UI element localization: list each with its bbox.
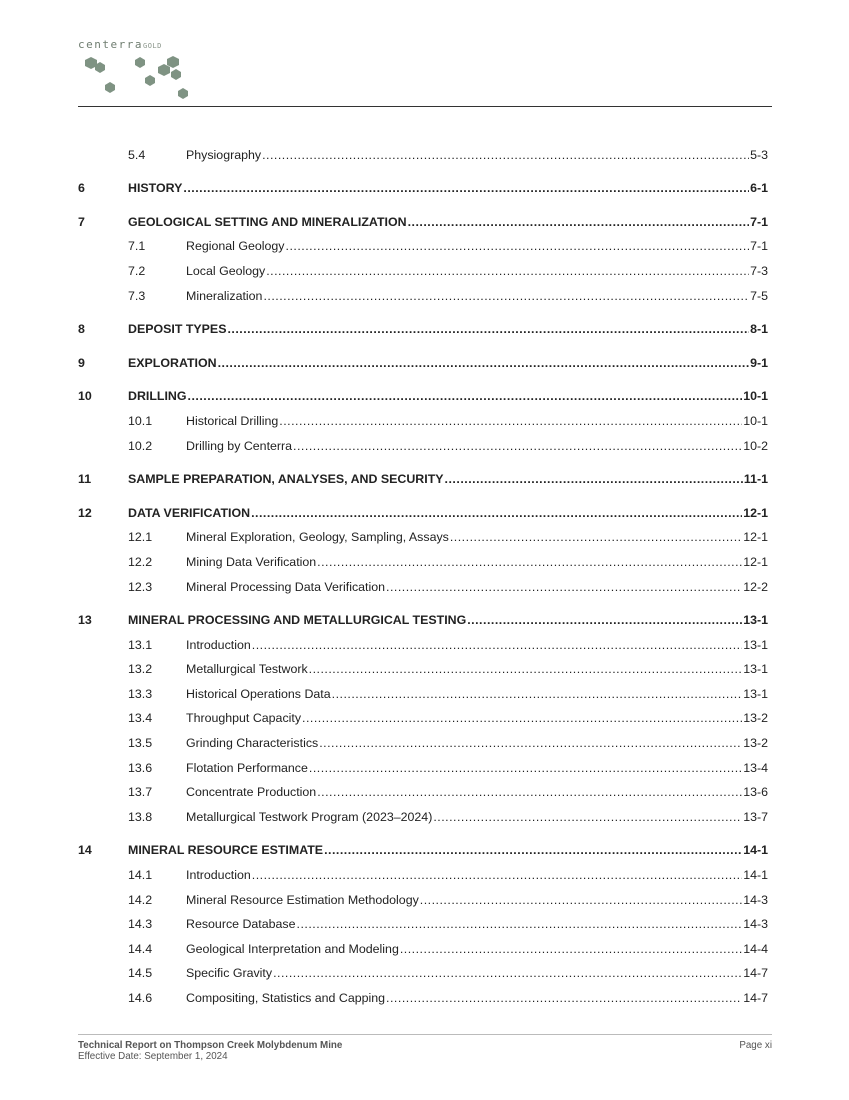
toc-dot-leader (450, 530, 742, 544)
toc-entry-title: Concentrate Production (186, 785, 317, 800)
footer-divider (78, 1034, 772, 1035)
footer-effective-date: Effective Date: September 1, 2024 (78, 1051, 228, 1062)
toc-entry-number: 13.4 (128, 711, 153, 726)
header-divider (78, 106, 772, 107)
toc-entry-number: 14.5 (128, 966, 153, 981)
toc-entry-number: 5.4 (128, 147, 146, 162)
toc-entry-title: Mineral Exploration, Geology, Sampling, Assays (186, 530, 449, 545)
toc-subsection-entry[interactable] (78, 956, 768, 981)
toc-entry-page: 13-1 (743, 662, 768, 677)
toc-entry-title: Mineralization (186, 288, 263, 303)
toc-dot-leader (309, 662, 743, 676)
toc-entry-number: 7.1 (128, 239, 146, 254)
toc-dot-leader (252, 638, 742, 652)
toc-entry-title: Drilling by Centerra (186, 438, 293, 453)
toc-entry-title: DEPOSIT TYPES (128, 322, 227, 337)
toc-entry-number: 10 (78, 389, 92, 404)
toc-dot-leader (286, 239, 750, 253)
toc-entry-page: 13-2 (743, 736, 768, 751)
toc-dot-leader (420, 893, 742, 907)
toc-section-entry[interactable] (78, 204, 768, 229)
hexagon-icon (167, 56, 179, 68)
toc-entry-page: 6-1 (750, 181, 768, 196)
toc-entry-title: Grinding Characteristics (186, 736, 319, 751)
toc-dot-leader (319, 736, 742, 750)
toc-entry-page: 14-1 (743, 843, 768, 858)
toc-entry-title: Regional Geology (186, 239, 285, 254)
toc-entry-title: Historical Operations Data (186, 686, 331, 701)
toc-subsection-entry[interactable] (78, 137, 768, 162)
toc-entry-number: 7.2 (128, 263, 146, 278)
toc-entry-page: 13-4 (743, 760, 768, 775)
toc-dot-leader (445, 472, 743, 486)
toc-entry-number: 13.6 (128, 760, 153, 775)
toc-entry-title: Local Geology (186, 263, 266, 278)
toc-subsection-entry[interactable] (78, 676, 768, 701)
toc-subsection-entry[interactable] (78, 253, 768, 278)
toc-entry-title: Physiography (186, 147, 262, 162)
hexagon-icon (105, 82, 115, 93)
toc-dot-leader (262, 148, 749, 162)
footer-page-number: Page xi (739, 1040, 772, 1051)
toc-entry-number: 14.2 (128, 892, 153, 907)
toc-entry-page: 7-5 (750, 288, 768, 303)
toc-entry-page: 10-1 (743, 413, 768, 428)
toc-dot-leader (317, 785, 742, 799)
toc-entry-page: 5-3 (750, 147, 768, 162)
toc-dot-leader (324, 843, 742, 857)
toc-entry-number: 13.8 (128, 809, 153, 824)
toc-entry-page: 7-1 (750, 239, 768, 254)
toc-entry-page: 7-3 (750, 263, 768, 278)
logo-wordmark: centerra (78, 38, 143, 51)
toc-entry-number: 13.2 (128, 662, 153, 677)
toc-subsection-entry[interactable] (78, 701, 768, 726)
toc-entry-page: 12-2 (743, 579, 768, 594)
toc-dot-leader (293, 439, 742, 453)
toc-entry-title: Mining Data Verification (186, 554, 317, 569)
toc-entry-page: 8-1 (750, 322, 768, 337)
toc-entry-number: 11 (78, 472, 92, 487)
toc-dot-leader (227, 322, 749, 336)
toc-entry-page: 14-4 (743, 941, 768, 956)
toc-entry-title: SAMPLE PREPARATION, ANALYSES, AND SECURITY (128, 472, 444, 487)
toc-dot-leader (386, 580, 742, 594)
toc-entry-number: 9 (78, 355, 85, 370)
toc-entry-title: Metallurgical Testwork (186, 662, 308, 677)
toc-subsection-entry[interactable] (78, 980, 768, 1005)
toc-subsection-entry[interactable] (78, 882, 768, 907)
toc-subsection-entry[interactable] (78, 569, 768, 594)
hexagon-icon (158, 64, 170, 76)
toc-dot-leader (263, 289, 749, 303)
toc-subsection-entry[interactable] (78, 229, 768, 254)
toc-dot-leader (273, 966, 742, 980)
toc-entry-number: 6 (78, 181, 85, 196)
toc-subsection-entry[interactable] (78, 278, 768, 303)
toc-entry-number: 10.1 (128, 413, 153, 428)
toc-entry-page: 7-1 (750, 214, 768, 229)
toc-subsection-entry[interactable] (78, 907, 768, 932)
toc-entry-title: EXPLORATION (128, 355, 217, 370)
toc-dot-leader (218, 356, 750, 370)
toc-entry-title: Throughput Capacity (186, 711, 302, 726)
toc-entry-number: 14.4 (128, 941, 153, 956)
toc-entry-title: Metallurgical Testwork Program (2023–2024) (186, 809, 433, 824)
toc-entry-title: GEOLOGICAL SETTING AND MINERALIZATION (128, 214, 407, 229)
toc-subsection-entry[interactable] (78, 403, 768, 428)
toc-entry-title: Flotation Performance (186, 760, 308, 775)
toc-entry-number: 10.2 (128, 438, 153, 453)
toc-entry-number: 13.3 (128, 686, 153, 701)
toc-entry-page: 12-1 (743, 554, 768, 569)
toc-entry-page: 13-1 (743, 686, 768, 701)
toc-entry-number: 8 (78, 322, 85, 337)
toc-entry-number: 12 (78, 505, 92, 520)
toc-entry-number: 13.5 (128, 736, 153, 751)
logo-wordmark-gold: GOLD (142, 42, 162, 50)
toc-entry-page: 13-1 (743, 613, 768, 628)
toc-entry-page: 14-1 (743, 868, 768, 883)
toc-entry-number: 13.7 (128, 785, 153, 800)
toc-entry-page: 10-1 (743, 389, 768, 404)
toc-dot-leader (183, 181, 749, 195)
footer-report-title: Technical Report on Thompson Creek Molybdenum Mine (78, 1040, 343, 1051)
toc-entry-title: Resource Database (186, 917, 296, 932)
toc-entry-number: 14.3 (128, 917, 153, 932)
toc-entry-title: DATA VERIFICATION (128, 505, 251, 520)
toc-subsection-entry[interactable] (78, 931, 768, 956)
toc-dot-leader (332, 687, 743, 701)
toc-entry-page: 10-2 (743, 438, 768, 453)
toc-section-entry[interactable] (78, 171, 768, 196)
toc-entry-number: 14.6 (128, 991, 153, 1005)
toc-entry-number: 7.3 (128, 288, 146, 303)
toc-entry-number: 14.1 (128, 868, 153, 883)
toc-dot-leader (433, 810, 742, 824)
toc-entry-title: HISTORY (128, 181, 183, 196)
hexagon-icon (178, 88, 188, 99)
toc-section-entry[interactable] (78, 462, 768, 487)
toc-dot-leader (266, 264, 749, 278)
toc-entry-page: 11-1 (743, 472, 768, 487)
toc-subsection-entry[interactable] (78, 520, 768, 545)
hexagon-cluster-icon (78, 52, 198, 102)
table-of-contents (78, 137, 768, 1005)
hexagon-icon (171, 69, 181, 80)
toc-entry-number: 12.1 (128, 530, 153, 545)
toc-subsection-entry[interactable] (78, 627, 768, 652)
footer-info (78, 1040, 342, 1062)
toc-subsection-entry[interactable] (78, 857, 768, 882)
toc-entry-number: 12.2 (128, 554, 153, 569)
toc-dot-leader (297, 917, 743, 931)
toc-entry-title: Introduction (186, 868, 251, 883)
toc-dot-leader (386, 991, 742, 1005)
toc-section-entry[interactable] (78, 312, 768, 337)
hexagon-icon (135, 57, 145, 68)
toc-entry-title: Introduction (186, 637, 251, 652)
toc-entry-number: 12.3 (128, 579, 153, 594)
toc-entry-page: 12-1 (743, 530, 768, 545)
toc-dot-leader (251, 506, 742, 520)
toc-entry-page: 13-7 (743, 809, 768, 824)
toc-subsection-entry[interactable] (78, 652, 768, 677)
toc-subsection-entry[interactable] (78, 544, 768, 569)
toc-entry-page: 14-7 (743, 966, 768, 981)
toc-section-entry[interactable] (78, 379, 768, 404)
toc-entry-title: Geological Interpretation and Modeling (186, 941, 399, 956)
toc-entry-page: 14-7 (743, 991, 768, 1005)
toc-entry-page: 9-1 (750, 355, 768, 370)
toc-entry-page: 13-2 (743, 711, 768, 726)
toc-dot-leader (317, 555, 742, 569)
toc-entry-title: MINERAL RESOURCE ESTIMATE (128, 843, 324, 858)
toc-dot-leader (408, 215, 750, 229)
toc-dot-leader (252, 868, 742, 882)
toc-entry-number: 14 (78, 843, 92, 858)
toc-entry-number: 7 (78, 214, 85, 229)
toc-entry-page: 13-6 (743, 785, 768, 800)
toc-subsection-entry[interactable] (78, 428, 768, 453)
toc-dot-leader (302, 711, 742, 725)
toc-section-entry[interactable] (78, 833, 768, 858)
toc-section-entry[interactable] (78, 495, 768, 520)
toc-section-entry[interactable] (78, 345, 768, 370)
toc-dot-leader (188, 389, 743, 403)
toc-entry-page: 12-1 (743, 505, 768, 520)
toc-dot-leader (279, 414, 742, 428)
toc-entry-title: Historical Drilling (186, 413, 279, 428)
toc-entry-title: Mineral Resource Estimation Methodology (186, 892, 419, 907)
toc-entry-page: 14-3 (743, 892, 768, 907)
toc-entry-title: MINERAL PROCESSING AND METALLURGICAL TESTING (128, 613, 467, 628)
toc-entry-title: Compositing, Statistics and Capping (186, 991, 386, 1005)
toc-entry-title: Specific Gravity (186, 966, 273, 981)
company-logo (78, 38, 238, 104)
toc-entry-title: Mineral Processing Data Verification (186, 579, 386, 594)
toc-entry-number: 13 (78, 613, 92, 628)
toc-subsection-entry[interactable] (78, 775, 768, 800)
toc-dot-leader (309, 761, 742, 775)
toc-subsection-entry[interactable] (78, 799, 768, 824)
toc-section-entry[interactable] (78, 603, 768, 628)
toc-entry-page: 13-1 (743, 637, 768, 652)
toc-entry-page: 14-3 (743, 917, 768, 932)
toc-subsection-entry[interactable] (78, 725, 768, 750)
toc-entry-title: DRILLING (128, 389, 187, 404)
toc-entry-number: 13.1 (128, 637, 153, 652)
hexagon-icon (145, 75, 155, 86)
toc-dot-leader (400, 942, 742, 956)
toc-subsection-entry[interactable] (78, 750, 768, 775)
toc-dot-leader (467, 613, 742, 627)
